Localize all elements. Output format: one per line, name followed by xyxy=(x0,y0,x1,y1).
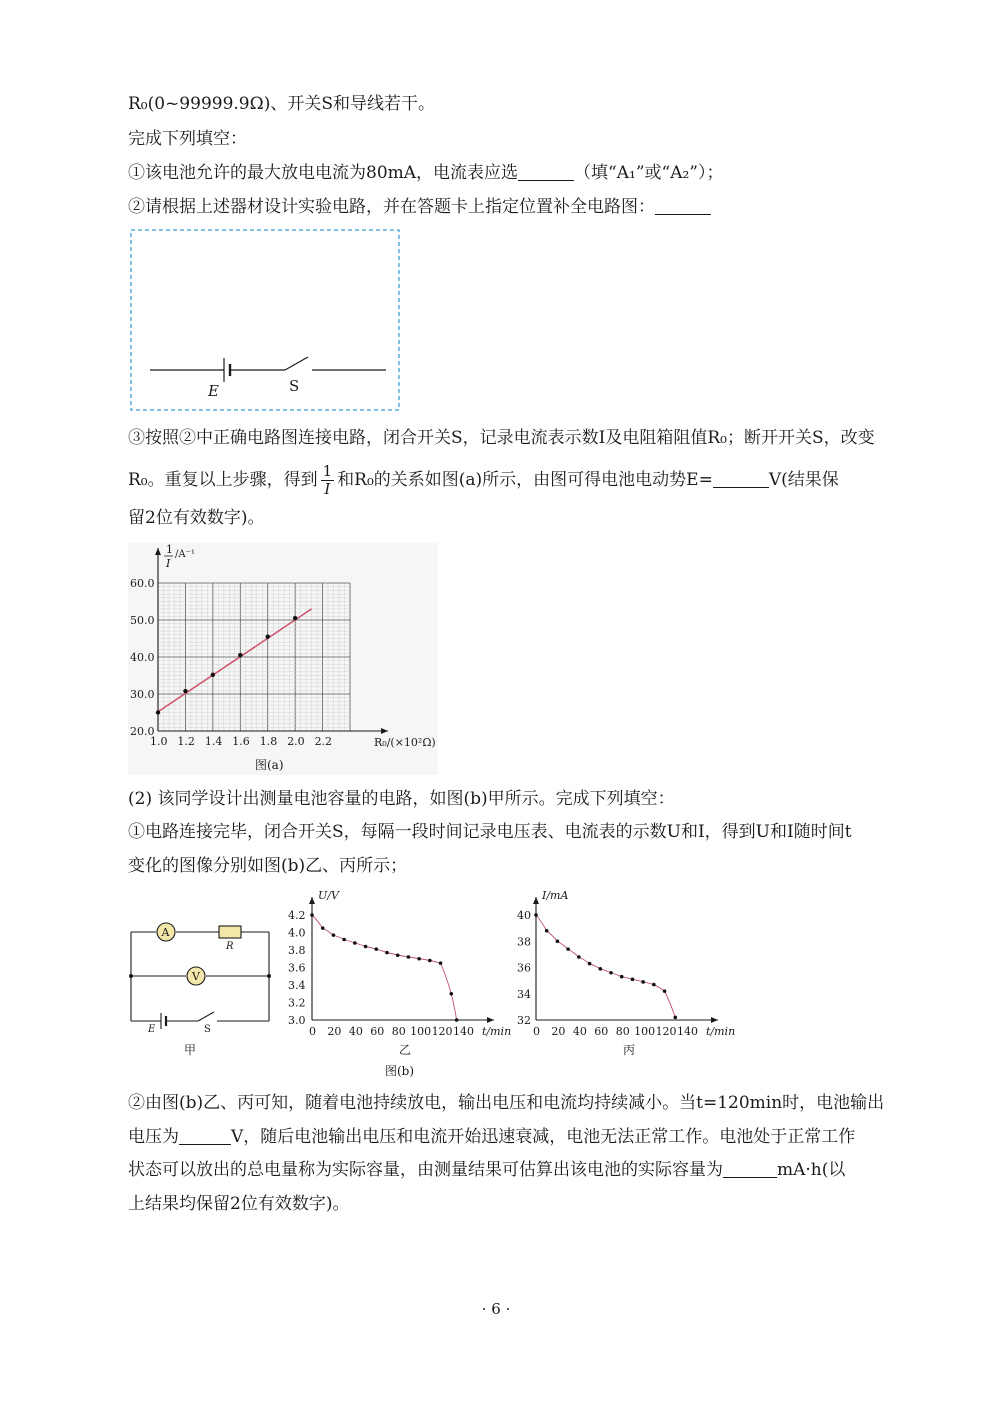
resistor-r xyxy=(219,926,241,938)
part-2-question-1-line-1: ①电路连接完毕，闭合开关S，每隔一段时间记录电压表、电流表的示数U和I，得到U和I随时间t xyxy=(128,822,852,842)
x-tick-label: 1.8 xyxy=(259,735,278,748)
resistor-label: R xyxy=(226,941,234,952)
y-tick-label: 3.2 xyxy=(288,996,306,1010)
chart-a-ylabel-denominator: I xyxy=(166,557,171,570)
y-tick-label: 20.0 xyxy=(130,725,155,738)
circuit-jia xyxy=(126,915,276,1060)
chart-c-axes xyxy=(533,897,718,1023)
y-tick-label: 60.0 xyxy=(130,577,155,590)
chart-b-y-arrow xyxy=(309,897,315,904)
data-point xyxy=(364,945,368,949)
voltmeter-label: V xyxy=(192,970,200,983)
y-tick-label: 30.0 xyxy=(130,688,155,701)
chart-c-y-arrow xyxy=(533,897,539,904)
x-tick-label: 60 xyxy=(370,1025,385,1038)
data-point xyxy=(534,913,538,917)
data-point xyxy=(310,913,314,917)
x-tick-label: 2.2 xyxy=(314,735,333,748)
answer-blank-2[interactable] xyxy=(655,196,711,215)
x-tick-label: 40 xyxy=(572,1025,587,1038)
data-point xyxy=(673,1016,677,1020)
junction-right xyxy=(267,974,271,978)
fraction-denominator: I xyxy=(324,480,331,498)
ammeter-label: A xyxy=(161,926,170,939)
data-point xyxy=(566,947,570,951)
chart-a-ylabel-numerator: 1 xyxy=(166,543,173,556)
data-point xyxy=(455,1018,459,1022)
data-point xyxy=(238,653,242,657)
x-tick-label: 140 xyxy=(453,1025,474,1038)
chart-c-xlabel: t/min xyxy=(706,1025,736,1038)
chart-a-ylabel-unit: /A⁻¹ xyxy=(175,549,195,560)
answer-blank-1[interactable] xyxy=(518,162,574,181)
data-point xyxy=(417,957,421,961)
y-tick-label: 3.8 xyxy=(288,944,306,957)
curve-line xyxy=(536,915,675,1017)
data-point xyxy=(293,616,297,620)
question-3-line-2 xyxy=(128,463,839,498)
q2-text-b: V，随后电池输出电压和电流开始迅速衰减，电池无法正常工作。电池处于正常工作 xyxy=(231,1127,856,1147)
data-point xyxy=(609,971,613,975)
x-tick-label: 60 xyxy=(594,1025,609,1038)
x-tick-label: 120 xyxy=(655,1025,677,1038)
answer-blank-4[interactable] xyxy=(179,1126,231,1145)
y-tick-label: 3.0 xyxy=(288,1014,306,1027)
battery-label: E xyxy=(208,382,219,400)
data-point xyxy=(545,929,549,933)
data-point xyxy=(631,978,635,982)
data-point xyxy=(342,938,346,942)
y-tick-label: 3.4 xyxy=(288,979,306,992)
data-point xyxy=(156,710,160,714)
question-2 xyxy=(128,195,711,219)
part-2-intro: (2) 该同学设计出测量电池容量的电路，如图(b)甲所示。完成下列填空： xyxy=(128,789,675,809)
data-point xyxy=(353,941,357,945)
data-point xyxy=(211,673,215,677)
chart-current-time xyxy=(505,885,745,1060)
x-tick-label: 20 xyxy=(551,1025,566,1038)
data-point xyxy=(374,947,378,951)
data-point xyxy=(332,933,336,937)
y-tick-label: 36 xyxy=(517,961,531,975)
y-tick-label: 50.0 xyxy=(130,614,155,627)
chart-a-grid xyxy=(158,583,350,731)
fraction-numerator: 1 xyxy=(322,462,333,480)
part-2-question-2-line-3 xyxy=(128,1158,845,1182)
data-point xyxy=(588,962,592,966)
figure-b-caption: 图(b) xyxy=(385,1064,415,1078)
y-tick-label: 3.6 xyxy=(288,961,306,975)
q2-text-a: 电压为 xyxy=(128,1127,179,1147)
y-tick-label: 38 xyxy=(517,935,531,949)
chart-voltage-time xyxy=(280,885,515,1060)
data-point xyxy=(641,980,645,984)
x-tick-label: 0 xyxy=(309,1025,316,1038)
x-tick-label: 1.0 xyxy=(150,735,168,748)
y-tick-label: 40.0 xyxy=(130,651,155,664)
x-tick-label: 2.0 xyxy=(287,735,305,748)
chart-b-axes xyxy=(309,897,494,1023)
part-2-question-2-line-1: ②由图(b)乙、丙可知，随着电池持续放电，输出电压和电流均持续减小。当t=120min时，电池输出 xyxy=(128,1093,885,1113)
dashed-box xyxy=(131,230,399,410)
x-tick-label: 40 xyxy=(348,1025,363,1038)
text-line-2: 完成下列填空： xyxy=(128,129,247,149)
chart-b-tick-labels xyxy=(288,909,474,1038)
chart-c-caption: 丙 xyxy=(623,1043,636,1057)
data-point xyxy=(577,955,581,959)
q2-text-c: 状态可以放出的总电量称为实际容量，由测量结果可估算出该电池的实际容量为 xyxy=(128,1160,723,1180)
curve-line xyxy=(312,915,457,1020)
question-3-line-1: ③按照②中正确电路图连接电路，闭合开关S，记录电流表示数I及电阻箱阻值R₀；断开开关S，改变 xyxy=(128,428,875,448)
data-point xyxy=(652,983,656,987)
x-tick-label: 100 xyxy=(634,1025,656,1038)
y-tick-label: 40 xyxy=(517,909,531,922)
part-2-question-1-line-2: 变化的图像分别如图(b)乙、丙所示； xyxy=(128,856,408,876)
chart-b-caption: 乙 xyxy=(399,1043,412,1057)
chart-c-ylabel: I/mA xyxy=(542,889,569,902)
question-3-line-3: 留2位有效数字)。 xyxy=(128,508,265,528)
circuit-jia-caption: 甲 xyxy=(184,1043,197,1057)
y-tick-label: 4.2 xyxy=(288,909,306,922)
chart-b-series xyxy=(310,913,458,1022)
question-2-text: ②请根据上述器材设计实验电路，并在答题卡上指定位置补全电路图： xyxy=(128,197,655,217)
fraction-1-over-i xyxy=(321,463,335,498)
data-point xyxy=(321,926,325,930)
chart-a-xlabel: R₀/(×10²Ω) xyxy=(374,736,436,749)
data-point xyxy=(183,689,187,693)
part-2-question-2-line-4: 上结果均保留2位有效数字)。 xyxy=(128,1194,350,1214)
x-tick-label: 20 xyxy=(327,1025,342,1038)
answer-blank-5[interactable] xyxy=(723,1159,777,1178)
x-tick-label: 120 xyxy=(431,1025,453,1038)
data-point xyxy=(396,953,400,957)
junction-left xyxy=(129,974,133,978)
switch-label-jia: S xyxy=(204,1024,211,1035)
chart-a-caption: 图(a) xyxy=(255,758,284,772)
chart-c-x-arrow xyxy=(711,1017,718,1023)
data-point xyxy=(439,961,443,965)
data-point xyxy=(266,634,270,638)
y-tick-label: 32 xyxy=(517,1014,531,1027)
question-1 xyxy=(128,161,723,185)
question-3-text-c: V(结果保 xyxy=(768,470,839,490)
x-tick-label: 0 xyxy=(533,1025,540,1038)
y-tick-label: 34 xyxy=(517,987,531,1001)
chart-b-ylabel: U/V xyxy=(318,889,339,902)
x-tick-label: 140 xyxy=(677,1025,698,1038)
data-point xyxy=(428,959,432,963)
data-point xyxy=(620,975,624,979)
question-1-text: ①该电池允许的最大放电电流为80mA，电流表应选 xyxy=(128,163,519,183)
data-point xyxy=(449,992,453,996)
q2-text-d: mA·h(以 xyxy=(777,1160,846,1180)
data-point xyxy=(598,967,602,971)
chart-b-xlabel: t/min xyxy=(482,1025,512,1038)
answer-blank-3[interactable] xyxy=(713,469,769,488)
switch-blade xyxy=(285,357,308,370)
data-point xyxy=(556,939,560,943)
text-line-1: R₀(0~99999.9Ω)、开关S和导线若干。 xyxy=(128,94,435,114)
data-point xyxy=(407,955,411,959)
x-tick-label: 1.2 xyxy=(177,735,195,748)
x-tick-label: 80 xyxy=(615,1025,630,1038)
question-3-text-a: R₀。重复以上步骤，得到 xyxy=(128,470,318,490)
x-tick-label: 100 xyxy=(410,1025,432,1038)
chart-c-tick-labels xyxy=(517,909,698,1038)
switch-label: S xyxy=(289,377,300,395)
x-tick-label: 80 xyxy=(391,1025,406,1038)
chart-c-series xyxy=(534,913,677,1019)
data-point xyxy=(663,989,667,993)
chart-figure-a xyxy=(128,543,438,775)
x-tick-label: 1.6 xyxy=(232,735,250,748)
question-3-text-b: 和R₀的关系如图(a)所示，由图可得电池电动势E= xyxy=(337,470,713,490)
battery-label-jia: E xyxy=(148,1024,156,1035)
page-number: · 6 · xyxy=(481,1300,511,1318)
x-tick-label: 1.4 xyxy=(204,735,223,748)
data-point xyxy=(385,951,389,955)
question-1-suffix: （填“A₁”或“A₂”）； xyxy=(574,163,724,183)
part-2-question-2-line-2 xyxy=(128,1125,855,1149)
circuit-answer-box[interactable] xyxy=(130,229,400,411)
chart-b-x-arrow xyxy=(487,1017,494,1023)
y-tick-label: 4.0 xyxy=(288,926,306,940)
